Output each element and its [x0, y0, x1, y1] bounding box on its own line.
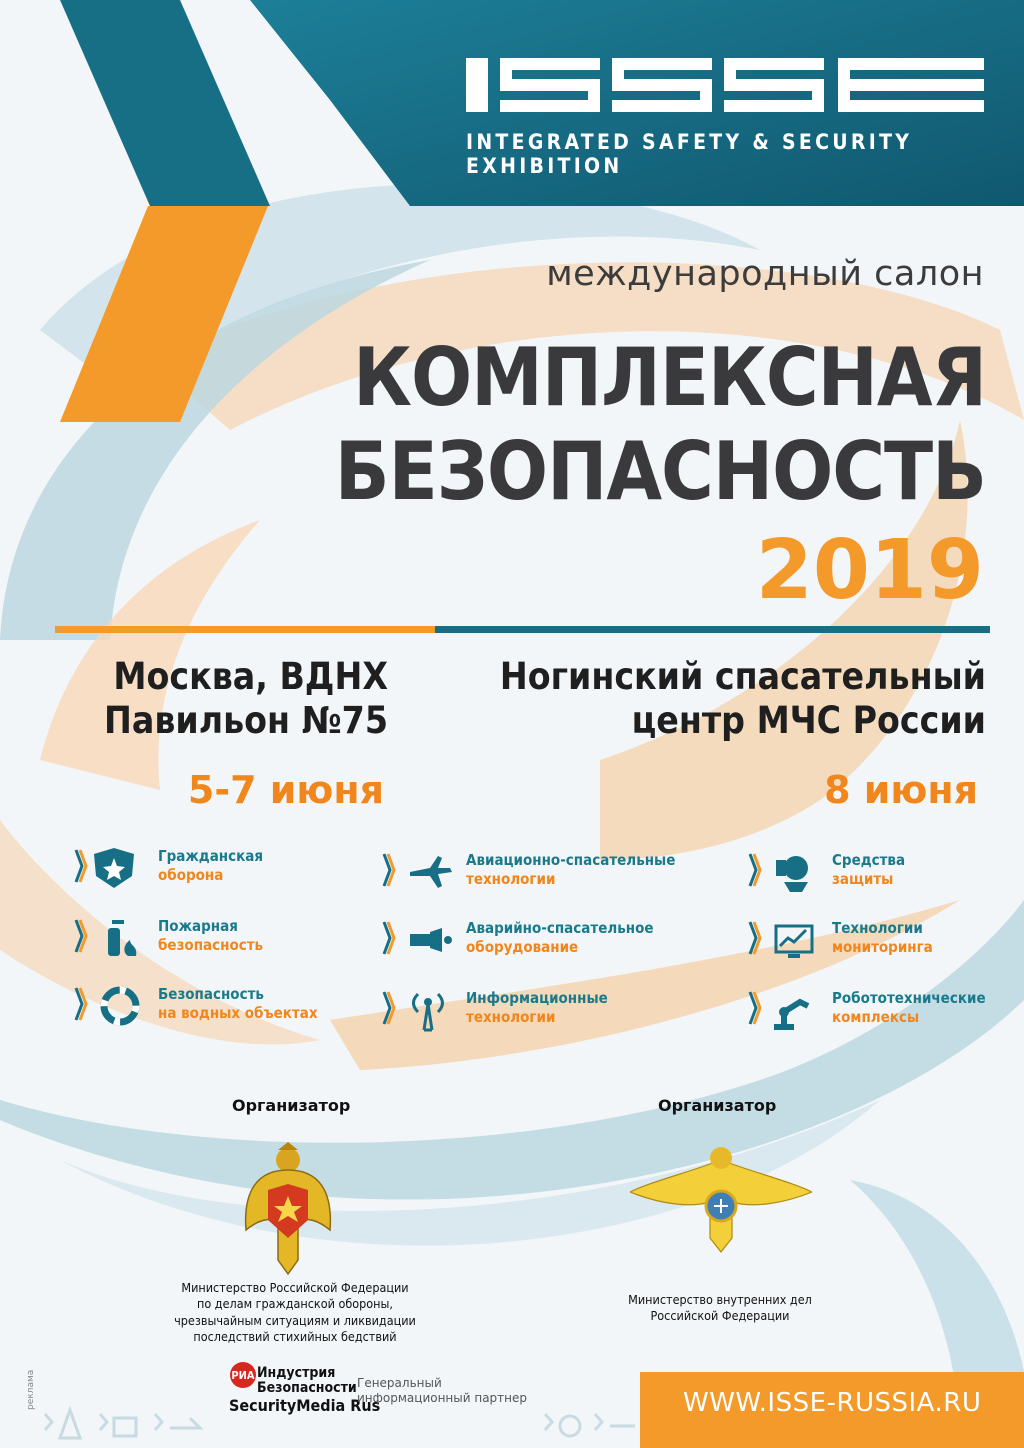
category-item: [746, 846, 905, 894]
category-label: [466, 989, 608, 1028]
category-subtitle: комплексы: [832, 1008, 920, 1026]
organizer-left-name: [160, 1280, 430, 1345]
logo-subtitle: INTEGRATED SAFETY & SECURITY EXHIBITION: [466, 130, 913, 178]
media-partner-name: [257, 1366, 357, 1395]
venue-left-date: 5-7 июня: [187, 768, 384, 812]
category-label: [466, 851, 675, 890]
media-partner-name-line: Безопасности: [257, 1379, 357, 1396]
protective-gear-icon: [746, 846, 824, 894]
airplane-icon: [380, 846, 458, 894]
category-item: [380, 914, 654, 962]
venue-left: [104, 655, 388, 744]
mvd-eagle-emblem: [630, 1142, 812, 1254]
category-subtitle: технологии: [466, 870, 556, 888]
fire-extinguisher-icon: [72, 912, 150, 960]
category-label: [832, 919, 933, 958]
category-label: [832, 851, 905, 890]
category-item: [380, 984, 608, 1032]
venue-right: [500, 655, 986, 744]
media-partner-name-line: Индустрия: [257, 1365, 336, 1381]
category-label: [832, 989, 986, 1028]
category-title: Гражданская: [158, 846, 264, 865]
venue-right-line1: Ногинский спасательный: [499, 655, 986, 698]
ria-badge: РИА: [230, 1362, 256, 1388]
category-label: [158, 847, 263, 886]
organizer-right-label: Организатор: [658, 1096, 777, 1115]
organizer-left-name-line: чрезвычайным ситуациям и ликвидации: [174, 1312, 416, 1328]
category-label: [466, 919, 654, 958]
intro-text: международный салон: [546, 254, 984, 294]
category-title: Технологии: [832, 918, 923, 937]
category-title: Пожарная: [158, 916, 238, 935]
organizer-right-name-line: Российской Федерации: [650, 1308, 790, 1324]
category-title: Средства: [832, 850, 906, 869]
partner-caption: [357, 1376, 527, 1406]
category-item: [746, 914, 933, 962]
category-title: Аварийно-спасательное: [466, 918, 654, 937]
organizer-left-name-line: Министерство Российской Федерации: [181, 1280, 409, 1295]
category-subtitle: оборона: [158, 866, 224, 884]
category-title: Робототехнические: [832, 988, 986, 1007]
category-item: [72, 980, 318, 1028]
teal-chevron-upper: [60, 0, 270, 206]
category-label: [158, 917, 263, 956]
title-line-1: КОМПЛЕКСНАЯ: [353, 331, 986, 424]
category-item: [380, 846, 675, 894]
organizer-left-label: Организатор: [232, 1096, 351, 1115]
category-title: Информационные: [466, 988, 608, 1007]
category-title: Авиационно-спасательные: [466, 850, 676, 869]
category-label: [158, 985, 318, 1024]
emercom-eagle-emblem: [238, 1140, 338, 1280]
category-subtitle: безопасность: [158, 936, 264, 954]
organizer-left-name-line: последствий стихийных бедствий: [193, 1328, 397, 1344]
civil-defense-shield-icon: [72, 842, 150, 890]
ad-label: реклама: [26, 1369, 36, 1410]
partner-caption-line: информационный партнер: [357, 1391, 528, 1405]
category-subtitle: на водных объектах: [158, 1004, 318, 1022]
rescue-equipment-icon: [380, 914, 458, 962]
venue-right-line2: центр МЧС России: [631, 699, 986, 743]
partner-caption-line: Генеральный: [357, 1376, 442, 1390]
category-item: [746, 984, 986, 1032]
title-line-2: БЕЗОПАСНОСТЬ: [334, 425, 986, 518]
monitor-chart-icon: [746, 914, 824, 962]
antenna-icon: [380, 984, 458, 1032]
organizer-left-name-line: по делам гражданской обороны,: [197, 1296, 393, 1312]
year: 2019: [755, 523, 984, 618]
organizer-right-name: [600, 1292, 840, 1325]
venue-right-date: 8 июня: [824, 768, 978, 812]
category-title: Безопасность: [158, 984, 264, 1003]
venue-left-line1: Москва, ВДНХ: [113, 655, 388, 698]
media-partner-brand: SecurityMedia Rus: [229, 1396, 381, 1415]
category-subtitle: мониторинга: [832, 938, 933, 956]
venue-left-line2: Павильон №75: [104, 699, 388, 743]
category-subtitle: технологии: [466, 1008, 556, 1026]
organizer-right-name-line: Министерство внутренних дел: [628, 1292, 812, 1307]
robot-arm-icon: [746, 984, 824, 1032]
category-item: [72, 912, 263, 960]
category-subtitle: оборудование: [466, 938, 579, 956]
website-link[interactable]: WWW.ISSE-RUSSIA.RU: [683, 1388, 982, 1418]
category-item: [72, 842, 263, 890]
category-subtitle: защиты: [832, 870, 894, 888]
isse-logo: [466, 58, 984, 112]
lifebuoy-icon: [72, 980, 150, 1028]
